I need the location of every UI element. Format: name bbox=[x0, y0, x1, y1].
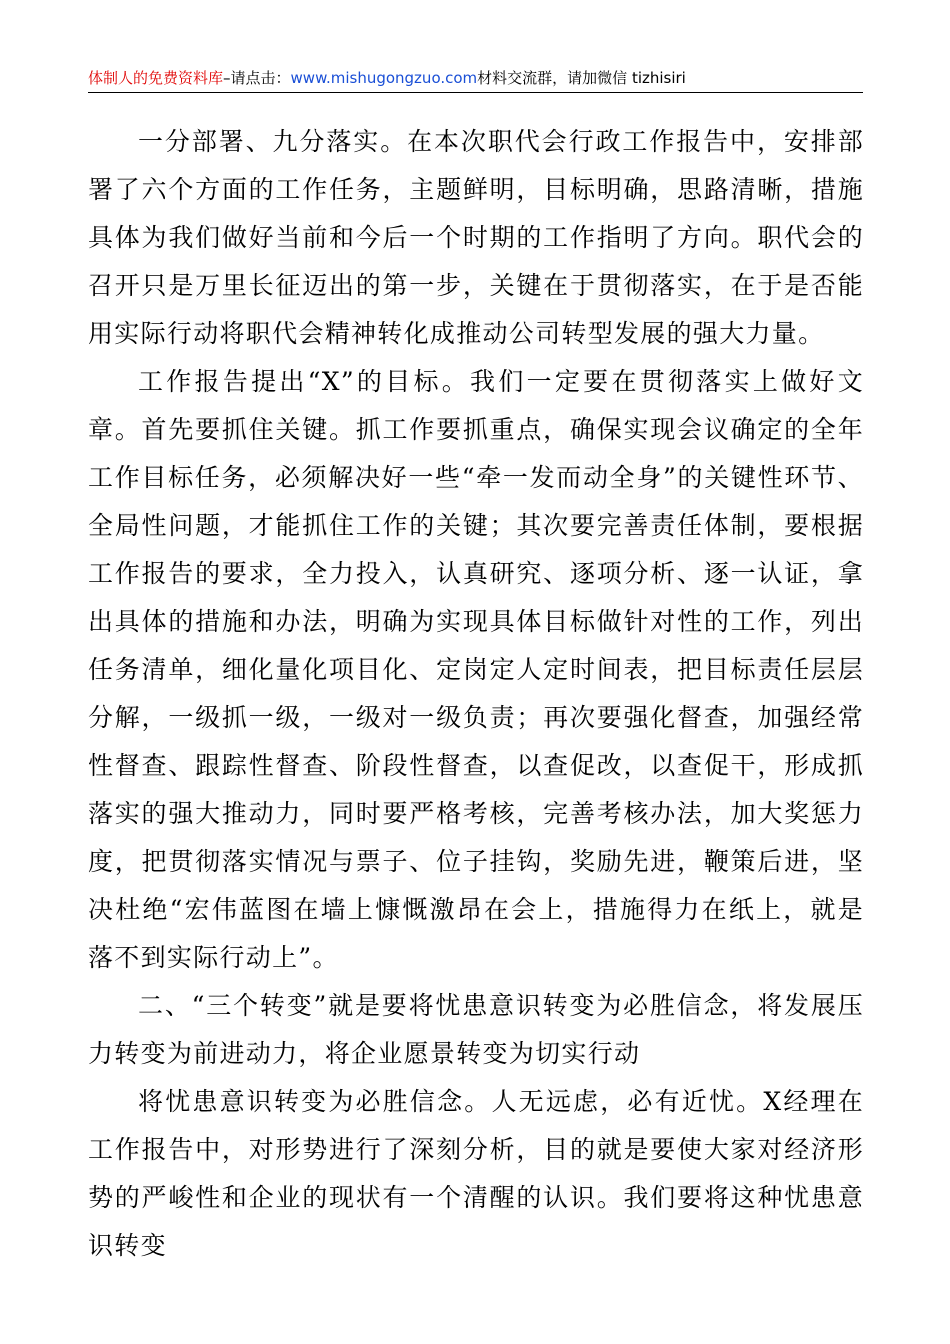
paragraph-1: 一分部署、九分落实。在本次职代会行政工作报告中，安排部署了六个方面的工作任务，主题鲜明，目标明确，思路清晰，措施具体为我们做好当前和今后一个时期的工作指明了方向。职代会的召开只是万里长征迈出的第一步，关键在于贯彻落实，在于是否能用实际行动将职代会精神转化成推动公司转型发展的强大力量。 bbox=[88, 127, 864, 348]
header-website-link[interactable]: www.mishugongzuo.com bbox=[290, 69, 478, 87]
paragraph-4: 将忧患意识转变为必胜信念。人无远虑，必有近忧。X经理在工作报告中，对形势进行了深刻分析，目的就是要使大家对经济形势的严峻性和企业的现状有一个清醒的认识。我们要将这种忧患意识转变 bbox=[88, 1087, 864, 1260]
document-body bbox=[88, 118, 864, 1270]
paragraph-2: 工作报告提出“X”的目标。我们一定要在贯彻落实上做好文章。首先要抓住关键。抓工作要抓重点，确保实现会议确定的全年工作目标任务，必须解决好一些“牵一发而动全身”的关键性环节、全局性问题，才能抓住工作的关键；其次要完善责任体制，要根据工作报告的要求，全力投入，认真研究、逐项分析、逐一认证，拿出具体的措施和办法，明确为实现具体目标做针对性的工作，列出任务清单，细化量化项目化、定岗定人定时间表，把目标责任层层分解，一级抓一级，一级对一级负责；再次要强化督查，加强经常性督查、跟踪性督查、阶段性督查，以查促改，以查促干，形成抓落实的强大推动力，同时要严格考核，完善考核办法，加大奖惩力度，把贯彻落实情况与票子、位子挂钩，奖励先进，鞭策后进，坚决杜绝“宏伟蓝图在墙上慷慨激昂在会上，措施得力在纸上，就是落不到实际行动上”。 bbox=[88, 367, 864, 972]
header-brand: 体制人的免费资料库 bbox=[88, 69, 224, 87]
paragraph-3-heading: 二、“三个转变”就是要将忧患意识转变为必胜信念，将发展压力转变为前进动力，将企业愿景转变为切实行动 bbox=[88, 991, 864, 1068]
header-suffix: 材料交流群，请加微信 tizhisiri bbox=[477, 69, 686, 87]
page-header bbox=[88, 66, 863, 93]
header-prefix: –请点击： bbox=[223, 69, 291, 87]
